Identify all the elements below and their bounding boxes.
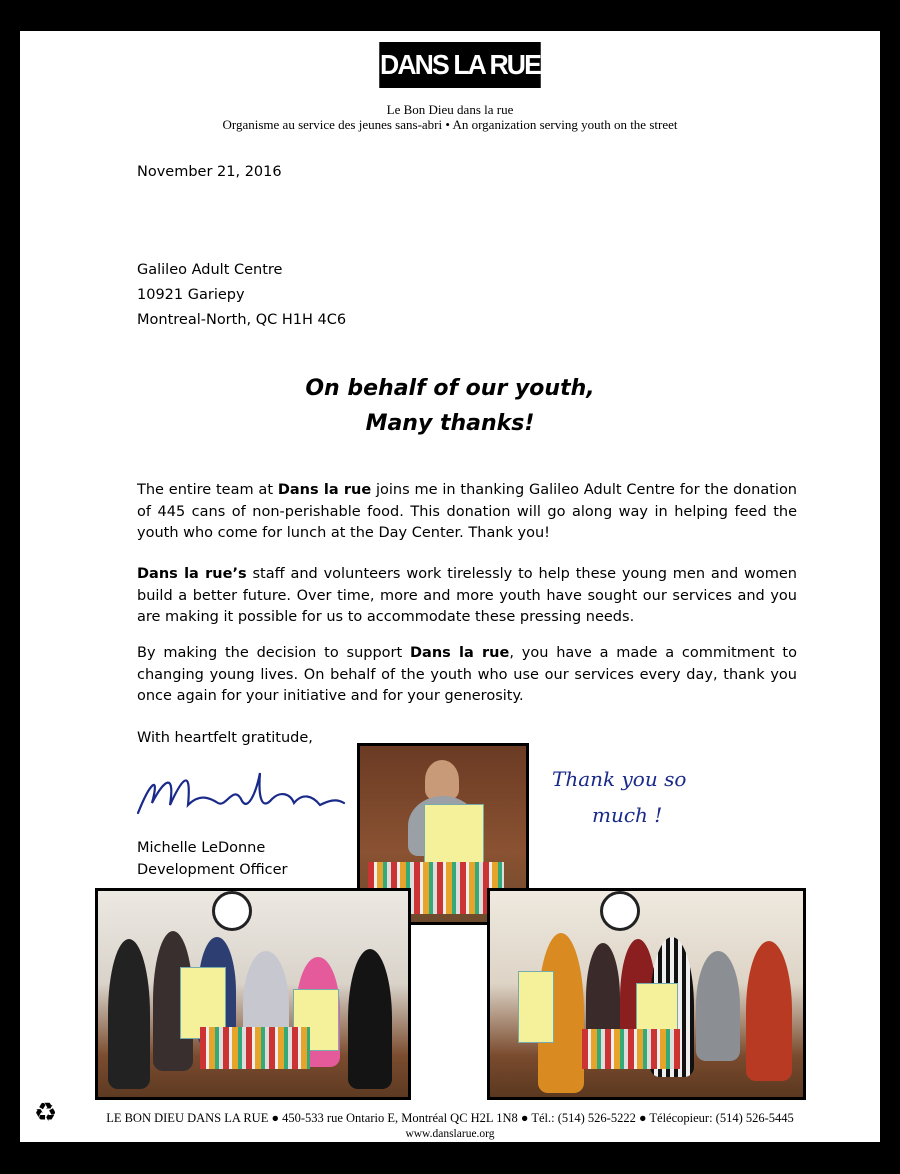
photo-sign-card bbox=[424, 804, 484, 866]
photo-sign-card bbox=[518, 971, 554, 1043]
p1-text-b: joins me in thanking Galileo Adult Centre for the donation of 445 cans of non-perishable food. This donation will go along way in helping feed the youth who come for lunch at the Day Center. Thank you! bbox=[137, 482, 798, 541]
letter-page bbox=[20, 31, 880, 1142]
photo-person bbox=[108, 939, 150, 1089]
p1-org-name: Dans la rue bbox=[277, 482, 372, 498]
paragraph-3 bbox=[137, 643, 797, 708]
recipient-city: Montreal-North, QC H1H 4C6 bbox=[137, 312, 347, 328]
closing-salutation: With heartfelt gratitude, bbox=[137, 730, 313, 746]
handnote-line1: Thank you so bbox=[552, 767, 687, 791]
headline-line1: On behalf of our youth, bbox=[305, 376, 595, 401]
p2-text: staff and volunteers work tirelessly to help these young men and women build a better future. Over time, more and more youth have sought our services and you are making it possible for us to accommodate these pressing needs. bbox=[137, 566, 797, 625]
photo-person bbox=[348, 949, 392, 1089]
footer-website: www.danslarue.org bbox=[405, 1128, 495, 1140]
letter-date: November 21, 2016 bbox=[137, 164, 282, 180]
signer-name: Michelle LeDonne bbox=[137, 840, 266, 856]
photo-group-right bbox=[487, 888, 806, 1100]
p1-text-a: The entire team at bbox=[137, 482, 278, 498]
photo-cans bbox=[582, 1029, 682, 1069]
footer-address: LE BON DIEU DANS LA RUE ● 450-533 rue Ontario E, Montréal QC H2L 1N8 ● Tél.: (514) 526-5222 ● Télécopieur: (514) 526-5445 bbox=[106, 1111, 794, 1125]
p2-org-name: Dans la rue’s bbox=[137, 566, 247, 582]
handwritten-signature bbox=[130, 753, 350, 833]
signer-title: Development Officer bbox=[137, 862, 288, 878]
p3-text-a: By making the decision to support bbox=[137, 645, 410, 661]
recipient-name: Galileo Adult Centre bbox=[137, 262, 283, 278]
paragraph-1 bbox=[137, 480, 797, 545]
p3-org-name: Dans la rue bbox=[410, 645, 510, 661]
wall-clock bbox=[212, 891, 252, 931]
p3-text-b: , you have a made a commitment to changing young lives. On behalf of the youth who use our services every day, thank you once again for your initiative and for your generosity. bbox=[137, 645, 797, 704]
recycle-icon: ♻ bbox=[34, 1098, 58, 1128]
headline-line2: Many thanks! bbox=[365, 411, 535, 436]
handnote-line2: much ! bbox=[592, 803, 663, 827]
recipient-address bbox=[137, 258, 346, 333]
photo-sign-card bbox=[636, 983, 678, 1031]
paragraph-2 bbox=[137, 564, 797, 629]
tagline-french: Le Bon Dieu dans la rue bbox=[386, 102, 514, 117]
photo-person bbox=[746, 941, 792, 1081]
photo-person bbox=[696, 951, 740, 1061]
recipient-street: 10921 Gariepy bbox=[137, 287, 245, 303]
handwritten-thank-you-note bbox=[550, 756, 760, 836]
headline bbox=[20, 371, 880, 441]
tagline-bilingual: Organisme au service des jeunes sans-abri • An organization serving youth on the street bbox=[222, 117, 678, 132]
photo-cans bbox=[200, 1027, 310, 1069]
photo-person bbox=[425, 760, 459, 800]
signer-block bbox=[137, 837, 288, 881]
photo-group-left bbox=[95, 888, 411, 1100]
dans-la-rue-logo: DANS LA RUE bbox=[379, 42, 541, 88]
wall-clock bbox=[600, 891, 640, 931]
